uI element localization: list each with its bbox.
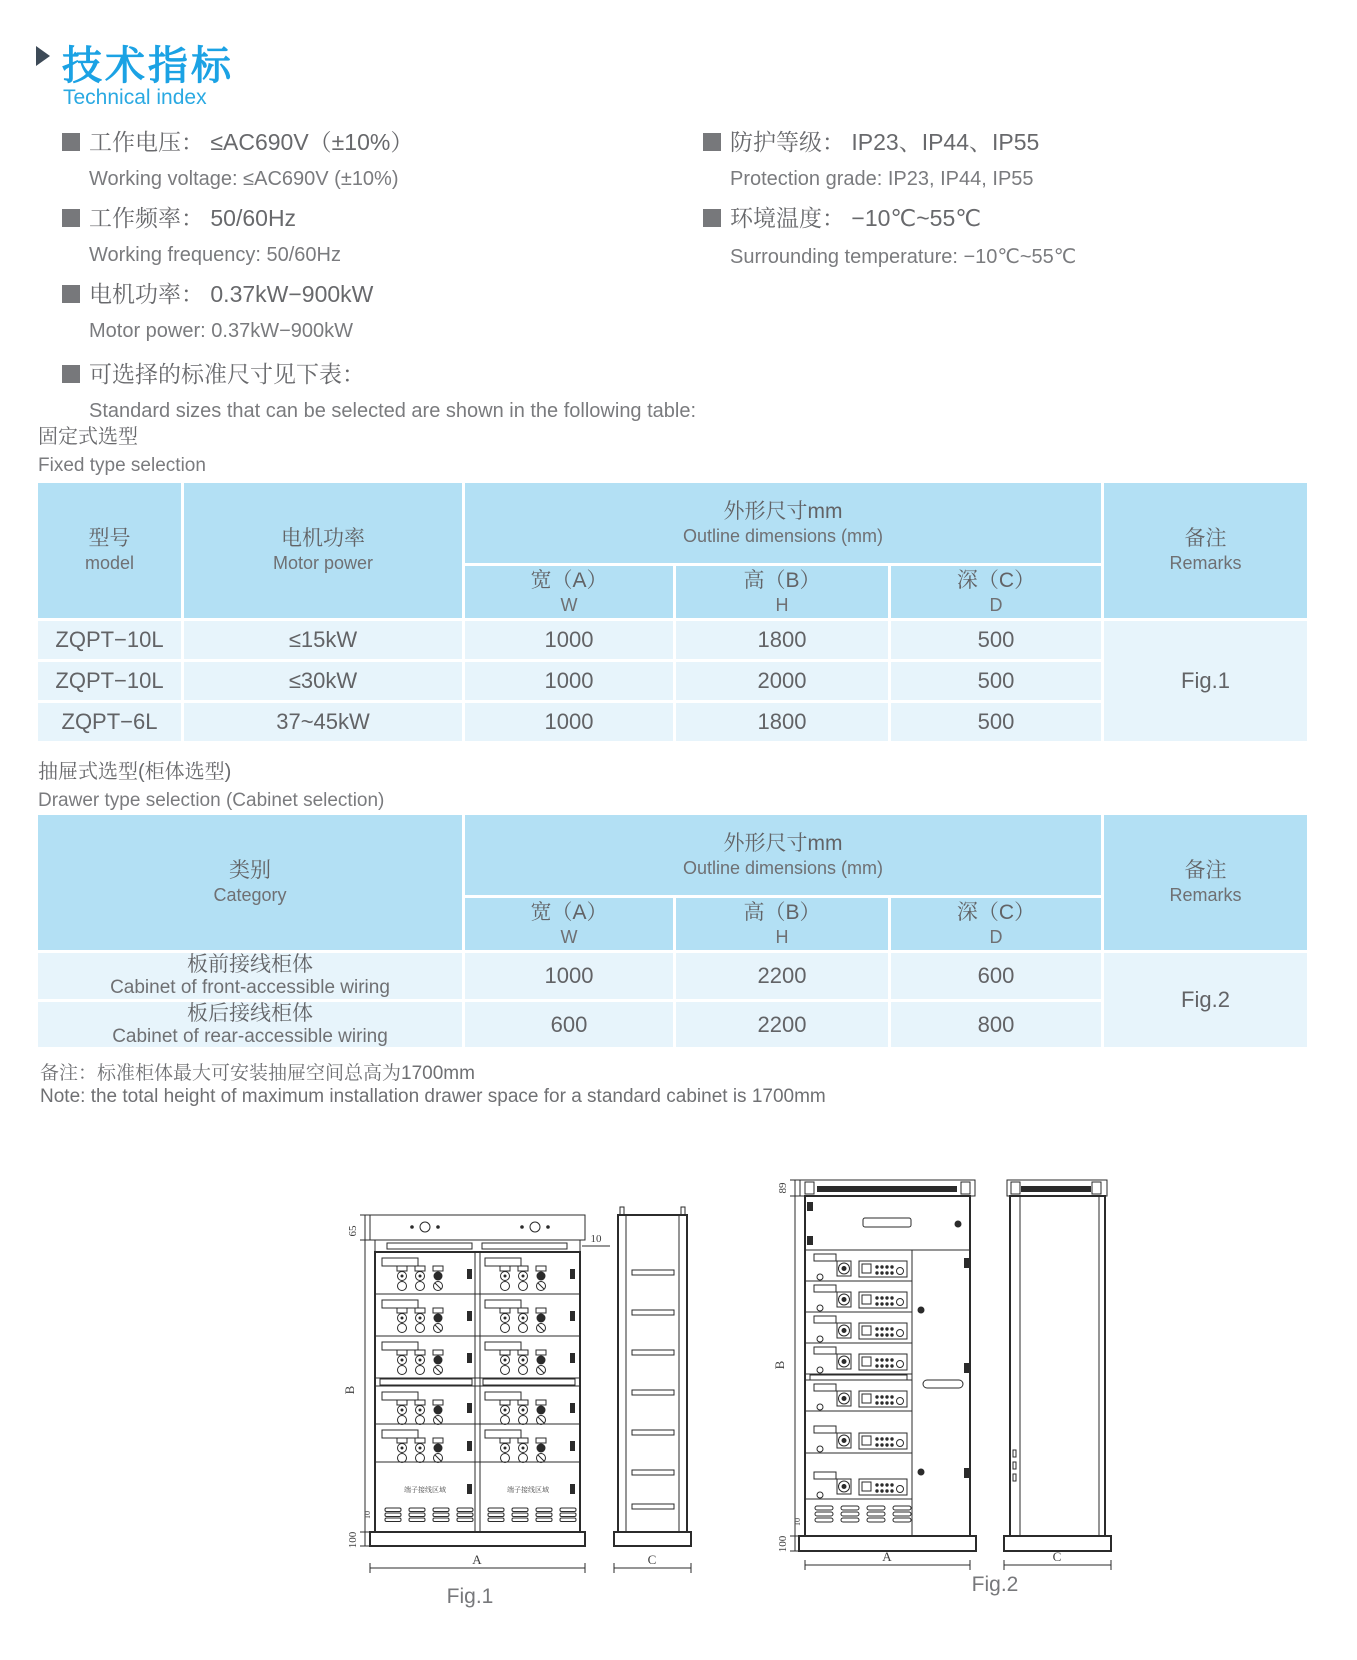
header-model-en: model bbox=[84, 553, 135, 574]
spec-zh-text: 工作电压： ≤AC690V（±10%） bbox=[89, 129, 414, 155]
header-h-en: H bbox=[775, 926, 789, 947]
bullet-square-icon bbox=[62, 365, 80, 383]
d-value: 800 bbox=[977, 1011, 1015, 1037]
table-row-cell-h bbox=[676, 953, 888, 999]
drawer-table-section-label bbox=[38, 755, 384, 812]
header-remarks-en: Remarks bbox=[1169, 885, 1242, 906]
spec-zh-text: 电机功率： 0.37kW−900kW bbox=[89, 281, 374, 307]
table-row-cell-category bbox=[38, 953, 462, 999]
w-value: 1000 bbox=[544, 963, 594, 988]
header-d-en: D bbox=[989, 594, 1003, 615]
header-w-en: W bbox=[560, 594, 578, 615]
table-row-cell-model bbox=[38, 621, 181, 659]
table-row-cell-h bbox=[676, 662, 888, 700]
header-d-zh: 深（C） bbox=[956, 900, 1036, 924]
d-value: 500 bbox=[977, 627, 1015, 652]
table-row-cell-model bbox=[38, 662, 181, 700]
table-row-cell-w bbox=[465, 662, 673, 700]
fig2-dim-height: B bbox=[772, 1360, 787, 1370]
fig1-dim-top: 65 bbox=[347, 1225, 359, 1237]
fig1-drawing bbox=[330, 1190, 700, 1590]
fig2-drawing bbox=[715, 1150, 1115, 1575]
fig1-dim-width: A bbox=[472, 1552, 482, 1567]
category-zh: 板前接线柜体 bbox=[187, 953, 313, 977]
footnote-en: Note: the total height of maximum installation drawer space for a standard cabinet is 1700mm bbox=[40, 1086, 826, 1107]
w-value: 1000 bbox=[544, 709, 594, 734]
section-title-en: Fixed type selection bbox=[38, 455, 206, 476]
fig2-front-view bbox=[799, 1180, 976, 1551]
page-subtitle: Technical index bbox=[63, 86, 207, 109]
header-outline-dimensions bbox=[465, 815, 1101, 895]
table-row-cell-d bbox=[891, 621, 1101, 659]
footnote-zh: 备注：标准柜体最大可安装抽屉空间总高为1700mm bbox=[40, 1063, 475, 1084]
table-row-cell-power bbox=[184, 703, 462, 741]
header-outline-dimensions bbox=[465, 483, 1101, 563]
spec-en-text: Working voltage: ≤AC690V (±10%) bbox=[89, 168, 399, 190]
h-value: 2200 bbox=[757, 963, 807, 988]
spec-standard-sizes-note bbox=[62, 356, 696, 423]
header-width bbox=[465, 898, 673, 950]
header-h-en: H bbox=[775, 594, 789, 615]
fixed-type-selection-table bbox=[38, 483, 1307, 741]
bullet-square-icon bbox=[62, 133, 80, 151]
header-remarks bbox=[1104, 815, 1307, 950]
spec-zh-text: 环境温度： −10℃~55℃ bbox=[730, 205, 982, 231]
w-value: 1000 bbox=[544, 627, 594, 652]
fig1-terminal-area-label: 端子接线区域 bbox=[404, 1487, 446, 1494]
fig1-dim-gap: 10 bbox=[590, 1233, 602, 1245]
bullet-square-icon bbox=[703, 133, 721, 151]
w-value: 600 bbox=[550, 1011, 588, 1037]
spec-en-text: Motor power: 0.37kW−900kW bbox=[89, 320, 353, 342]
fig1-terminal-area-label: 端子接线区域 bbox=[507, 1487, 549, 1494]
table-remarks-cell bbox=[1104, 621, 1307, 741]
fig2-dim-top: 89 bbox=[777, 1182, 789, 1194]
header-w-en: W bbox=[560, 926, 578, 947]
header-category-en: Category bbox=[213, 885, 287, 906]
fig1-dimensions bbox=[342, 1215, 691, 1573]
header-d-en: D bbox=[989, 926, 1003, 947]
table-row-cell-w bbox=[465, 953, 673, 999]
spec-zh-text: 防护等级： IP23、IP44、IP55 bbox=[730, 129, 1040, 155]
header-power-zh: 电机功率 bbox=[281, 527, 365, 551]
h-value: 2200 bbox=[757, 1011, 807, 1037]
spec-zh-text: 工作频率： 50/60Hz bbox=[89, 205, 297, 231]
header-w-zh: 宽（A） bbox=[530, 900, 608, 924]
fig1-front-view bbox=[370, 1215, 585, 1546]
fig2-dim-depth: C bbox=[1052, 1549, 1062, 1564]
remarks-value: Fig.1 bbox=[1181, 668, 1230, 693]
table-row-cell-power bbox=[184, 662, 462, 700]
spec-protection-grade bbox=[703, 124, 1039, 191]
h-value: 1800 bbox=[757, 709, 807, 734]
spec-zh-text: 可选择的标准尺寸见下表： bbox=[89, 361, 365, 387]
table-row-cell-w bbox=[465, 1002, 673, 1047]
w-value: 1000 bbox=[544, 668, 594, 693]
fig1-caption: Fig.1 bbox=[446, 1585, 494, 1608]
model-value: ZQPT−6L bbox=[61, 709, 158, 734]
table-row-cell-d bbox=[891, 953, 1101, 999]
table-row-cell-h bbox=[676, 621, 888, 659]
bullet-square-icon bbox=[62, 285, 80, 303]
header-category-zh: 类别 bbox=[229, 859, 271, 883]
fig1-dim-bottom: 100 bbox=[347, 1531, 359, 1549]
power-value: 37~45kW bbox=[276, 709, 370, 734]
spec-working-frequency bbox=[62, 200, 341, 267]
header-remarks-en: Remarks bbox=[1169, 553, 1242, 574]
fixed-table-section-label bbox=[38, 420, 206, 477]
spec-en-text: Protection grade: IP23, IP44, IP55 bbox=[730, 168, 1034, 190]
h-value: 2000 bbox=[757, 668, 807, 693]
header-depth bbox=[891, 898, 1101, 950]
d-value: 600 bbox=[977, 963, 1015, 988]
header-power-en: Motor power bbox=[272, 553, 374, 574]
table-row-cell-d bbox=[891, 703, 1101, 741]
section-arrow-icon bbox=[36, 46, 50, 66]
spec-motor-power bbox=[62, 276, 373, 343]
spec-en-text: Standard sizes that can be selected are shown in the following table: bbox=[89, 400, 697, 422]
header-dims-en: Outline dimensions (mm) bbox=[682, 525, 884, 546]
d-value: 500 bbox=[977, 668, 1015, 693]
spec-en-text: Surrounding temperature: −10℃~55℃ bbox=[730, 246, 1077, 268]
h-value: 1800 bbox=[757, 627, 807, 652]
category-en: Cabinet of rear-accessible wiring bbox=[112, 1025, 388, 1047]
section-title-zh: 固定式选型 bbox=[38, 426, 138, 448]
header-dims-zh: 外形尺寸mm bbox=[723, 831, 843, 855]
header-w-zh: 宽（A） bbox=[530, 568, 608, 592]
power-value: ≤15kW bbox=[288, 627, 358, 652]
category-en: Cabinet of front-accessible wiring bbox=[110, 977, 390, 999]
header-remarks bbox=[1104, 483, 1307, 618]
header-remarks-zh: 备注 bbox=[1184, 527, 1227, 551]
header-height bbox=[676, 898, 888, 950]
spec-working-voltage bbox=[62, 124, 413, 191]
header-h-zh: 高（B） bbox=[743, 568, 821, 592]
header-model bbox=[38, 483, 181, 618]
fig2-caption: Fig.2 bbox=[971, 1573, 1019, 1596]
model-value: ZQPT−10L bbox=[55, 668, 164, 693]
header-d-zh: 深（C） bbox=[956, 568, 1036, 592]
table-row-cell-category bbox=[38, 1002, 462, 1047]
d-value: 500 bbox=[977, 709, 1015, 734]
fig1-dim-height: B bbox=[342, 1385, 357, 1395]
spec-surrounding-temperature bbox=[703, 200, 1076, 269]
page-title: 技术指标 bbox=[62, 44, 234, 88]
spec-en-text: Working frequency: 50/60Hz bbox=[89, 244, 341, 266]
fig2-dim-bottom: 100 bbox=[777, 1535, 789, 1553]
header-h-zh: 高（B） bbox=[743, 900, 821, 924]
fig1-side-view bbox=[614, 1207, 691, 1546]
table-row-cell-d bbox=[891, 662, 1101, 700]
table-row-cell-power bbox=[184, 621, 462, 659]
header-motor-power bbox=[184, 483, 462, 618]
section-title-zh: 抽屉式选型(柜体选型) bbox=[38, 761, 232, 783]
table-row-cell-w bbox=[465, 621, 673, 659]
fig2-side-view bbox=[1004, 1180, 1111, 1551]
category-zh: 板后接线柜体 bbox=[187, 1001, 313, 1025]
power-value: ≤30kW bbox=[288, 668, 358, 693]
model-value: ZQPT−10L bbox=[55, 627, 164, 652]
fig1-dim-depth: C bbox=[647, 1552, 657, 1567]
section-title-en: Drawer type selection (Cabinet selection) bbox=[38, 790, 385, 811]
fig1-dim-small: 10 bbox=[363, 1511, 372, 1519]
header-remarks-zh: 备注 bbox=[1184, 859, 1227, 883]
table-remarks-cell bbox=[1104, 953, 1307, 1047]
drawer-type-selection-table bbox=[38, 815, 1307, 1047]
table-row-cell-model bbox=[38, 703, 181, 741]
table-row-cell-d bbox=[891, 1002, 1101, 1047]
table-row-cell-h bbox=[676, 703, 888, 741]
remarks-value: Fig.2 bbox=[1181, 987, 1230, 1012]
header-model-zh: 型号 bbox=[88, 527, 131, 551]
header-dims-en: Outline dimensions (mm) bbox=[682, 857, 884, 878]
fig2-dim-width: A bbox=[882, 1549, 892, 1564]
bullet-square-icon bbox=[62, 209, 80, 227]
bullet-square-icon bbox=[703, 209, 721, 227]
table-row-cell-w bbox=[465, 703, 673, 741]
header-category bbox=[38, 815, 462, 950]
header-height bbox=[676, 566, 888, 618]
fig2-dim-small: 10 bbox=[793, 1518, 802, 1526]
table-row-cell-h bbox=[676, 1002, 888, 1047]
header-depth bbox=[891, 566, 1101, 618]
header-width bbox=[465, 566, 673, 618]
header-dims-zh: 外形尺寸mm bbox=[723, 499, 843, 523]
